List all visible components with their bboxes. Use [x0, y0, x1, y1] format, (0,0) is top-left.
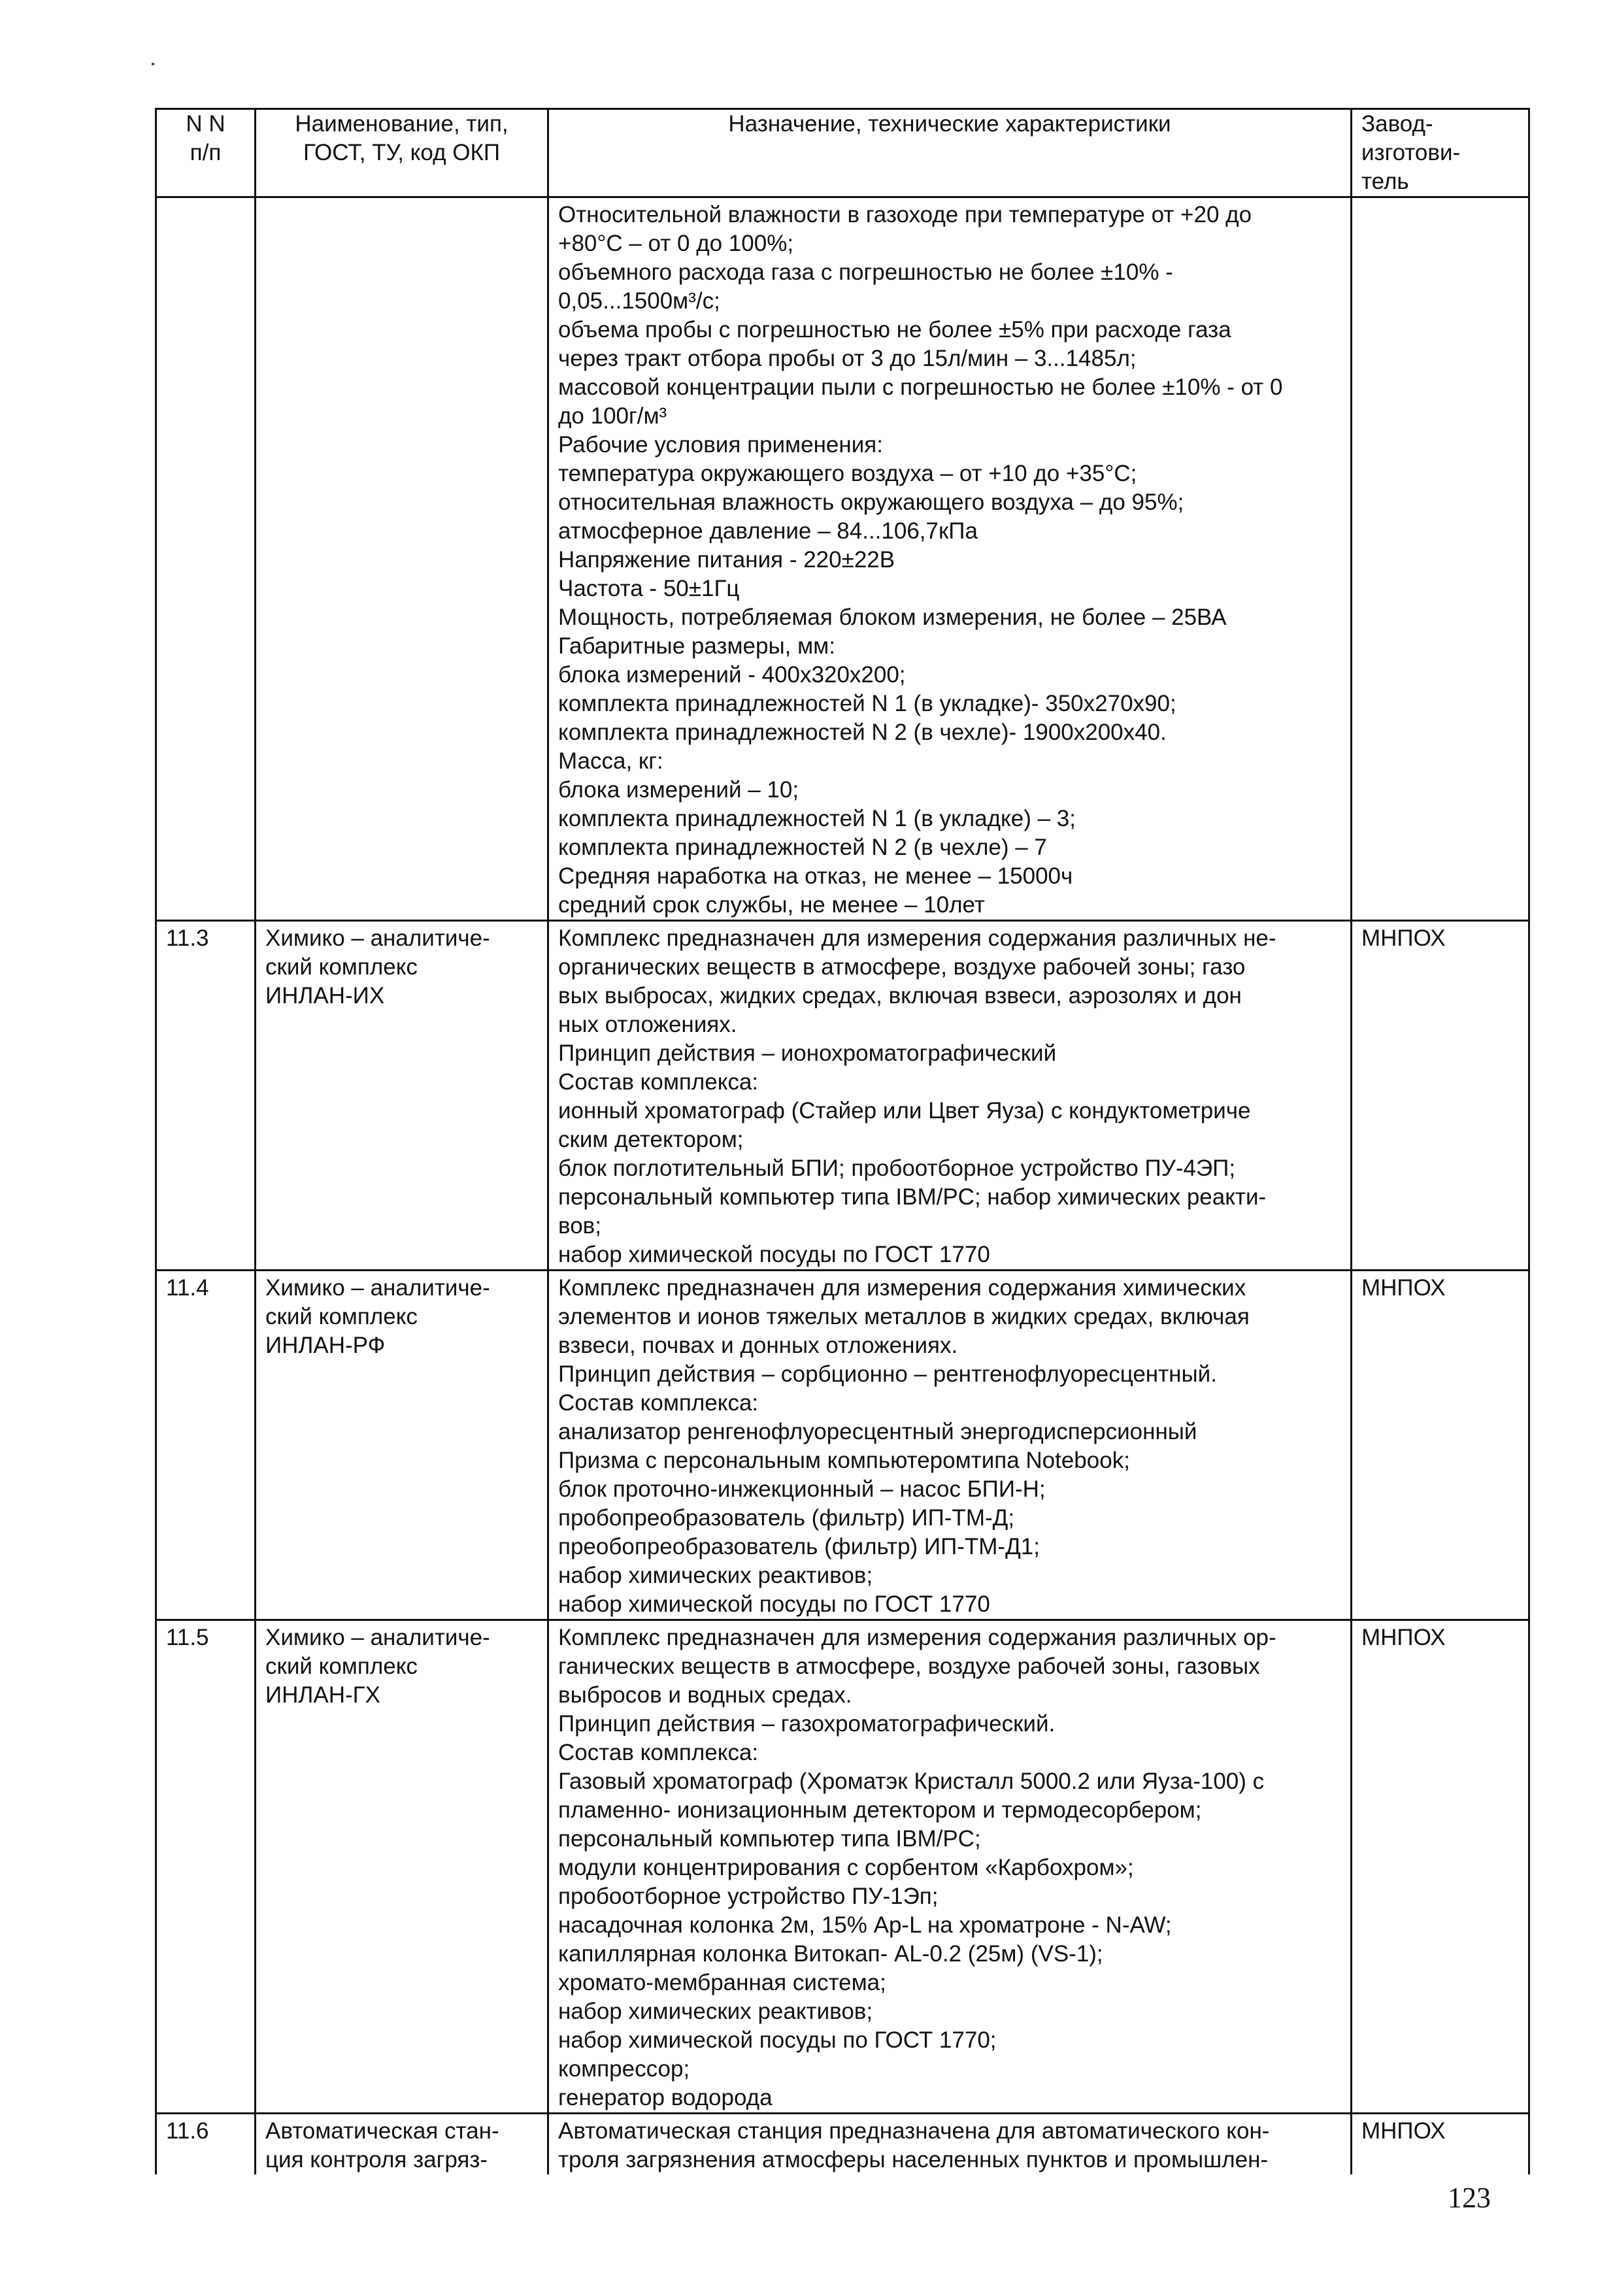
cell-purpose-line: комплекта принадлежностей N 1 (в укладке)- 350x270x90; [558, 691, 1176, 716]
cell-num: 11.4 [156, 1271, 256, 1620]
cell-num [156, 197, 256, 921]
cell-purpose-line: набор химических реактивов; [558, 1563, 873, 1588]
header-manufacturer-line: Завод- [1361, 111, 1433, 137]
cell-name-line: ский комплекс [265, 954, 418, 980]
cell-purpose-line: комплекта принадлежностей N 2 (в чехле) – 7 [558, 835, 1047, 860]
cell-purpose-line: Комплекс предназначен для измерения содержания различных ор- [558, 1625, 1276, 1650]
cell-purpose-line: Мощность, потребляемая блоком измерения, не более – 25ВА [558, 605, 1227, 630]
header-num-line: N N [186, 111, 225, 137]
cell-purpose [548, 921, 1352, 1271]
cell-purpose-line: компрессор; [558, 2056, 690, 2082]
table-row [156, 1271, 1529, 1620]
cell-manufacturer [1352, 197, 1529, 921]
cell-purpose [548, 197, 1352, 921]
cell-purpose-line: температура окружающего воздуха – от +10 до +35°С; [558, 461, 1137, 486]
cell-num: 11.5 [156, 1620, 256, 2114]
header-num [156, 109, 256, 197]
cell-purpose-line: Частота - 50±1Гц [558, 576, 740, 601]
cell-purpose-line: массовой концентрации пыли с погрешностью не более ±10% - от 0 [558, 374, 1283, 400]
cell-purpose-line: хромато-мембранная система; [558, 1970, 886, 1995]
header-name-line: Наименование, тип, [295, 111, 508, 137]
table-row [156, 1620, 1529, 2114]
cell-purpose-line: модули концентрирования с сорбентом «Карбохром»; [558, 1855, 1134, 1880]
header-num-line: п/п [190, 140, 222, 165]
header-manufacturer [1352, 109, 1529, 197]
cell-name-line: ский комплекс [265, 1654, 418, 1679]
cell-purpose-line: средний срок службы, не менее – 10лет [558, 892, 985, 918]
cell-num: 11.3 [156, 921, 256, 1271]
cell-manufacturer: МНПОХ [1352, 921, 1529, 1271]
cell-purpose-line: Принцип действия – ионохроматографический [558, 1040, 1057, 1066]
cell-purpose-line: капиллярная колонка Витокап- AL-0.2 (25м) (VS-1); [558, 1941, 1103, 1967]
header-purpose: Назначение, технические характеристики [548, 109, 1352, 197]
cell-purpose-line: органических веществ в атмосфере, воздухе рабочей зоны; газо [558, 954, 1246, 980]
cell-purpose-line: элементов и ионов тяжелых металлов в жидких средах, включая [558, 1304, 1250, 1329]
cell-purpose-line: до 100г/м³ [558, 403, 667, 429]
table-header-row [156, 109, 1529, 197]
cell-purpose-line: Комплекс предназначен для измерения содержания химических [558, 1275, 1246, 1301]
cell-purpose-line: насадочная колонка 2м, 15% Ap-L на хроматроне - N-AW; [558, 1912, 1172, 1938]
cell-purpose-line: взвеси, почвах и донных отложениях. [558, 1333, 958, 1358]
cell-purpose-line: троля загрязнения атмосферы населенных пунктов и промышлен- [558, 2147, 1269, 2172]
cell-purpose-line: пробоотборное устройство ПУ-1Эп; [558, 1884, 939, 1909]
cell-purpose-line: комплекта принадлежностей N 1 (в укладке) – 3; [558, 806, 1076, 831]
cell-name [256, 197, 548, 921]
cell-purpose-line: комплекта принадлежностей N 2 (в чехле)- 1900x200x40. [558, 720, 1167, 745]
cell-purpose-line: Напряжение питания - 220±22В [558, 547, 895, 573]
header-manufacturer-line: тель [1361, 169, 1409, 194]
cell-purpose-line: относительная влажность окружающего воздуха – до 95%; [558, 490, 1184, 515]
header-manufacturer-line: изготови- [1361, 140, 1461, 165]
cell-purpose-line: выбросов и водных средах. [558, 1682, 852, 1708]
cell-purpose-line: ионный хроматограф (Стайер или Цвет Яуза) с кондуктометриче [558, 1098, 1251, 1123]
cell-purpose-line: Рабочие условия применения: [558, 432, 883, 458]
cell-name-line: ский комплекс [265, 1304, 418, 1329]
cell-purpose [548, 1620, 1352, 2114]
cell-purpose [548, 1271, 1352, 1620]
cell-name [256, 921, 548, 1271]
cell-purpose-line: Принцип действия – сорбционно – рентгенофлуоресцентный. [558, 1361, 1217, 1387]
cell-purpose-line: Масса, кг: [558, 748, 663, 774]
page-number: 123 [1448, 2182, 1491, 2214]
cell-name-line: Химико – аналитиче- [265, 925, 490, 951]
cell-purpose-line: преобопреобразователь (фильтр) ИП-ТМ-Д1; [558, 1534, 1040, 1559]
cell-purpose-line: атмосферное давление – 84...106,7кПа [558, 518, 978, 544]
header-name-line: ГОСТ, ТУ, код ОКП [303, 140, 500, 165]
cell-purpose-line: ским детектором; [558, 1127, 744, 1152]
cell-purpose-line: ных отложениях. [558, 1012, 737, 1037]
cell-purpose-line: Состав комплекса: [558, 1740, 759, 1765]
cell-purpose-line: Средняя наработка на отказ, не менее – 15000ч [558, 863, 1073, 889]
cell-purpose-line: Автоматическая станция предназначена для автоматического кон- [558, 2118, 1270, 2144]
header-name [256, 109, 548, 197]
cell-manufacturer: МНПОХ [1352, 1620, 1529, 2114]
cell-name-line: ИНЛАН-ИХ [265, 983, 385, 1008]
cell-purpose-line: набор химических реактивов; [558, 1999, 873, 2024]
cell-purpose-line: 0,05...1500м³/с; [558, 288, 720, 314]
cell-purpose-line: Состав комплекса: [558, 1390, 759, 1416]
cell-name-line: Химико – аналитиче- [265, 1275, 490, 1301]
cell-purpose-line: Принцип действия – газохроматографический. [558, 1711, 1056, 1737]
scan-speck [152, 63, 154, 65]
cell-manufacturer: МНПОХ [1352, 2114, 1529, 2175]
cell-manufacturer: МНПОХ [1352, 1271, 1529, 1620]
cell-purpose-line: +80°С – от 0 до 100%; [558, 231, 794, 256]
cell-name-line: Автоматическая стан- [265, 2118, 499, 2144]
cell-purpose-line: блок проточно-инжекционный – насос БПИ-Н; [558, 1476, 1046, 1502]
cell-purpose [548, 2114, 1352, 2175]
cell-purpose-line: через тракт отбора пробы от 3 до 15л/мин – 3...1485л; [558, 346, 1137, 371]
cell-purpose-line: набор химической посуды по ГОСТ 1770 [558, 1591, 990, 1617]
cell-name-line: ИНЛАН-ГХ [265, 1682, 380, 1708]
cell-purpose-line: вов; [558, 1213, 601, 1239]
cell-purpose-line: персональный компьютер типа IBM/PC; [558, 1826, 981, 1852]
cell-purpose-line: объема пробы с погрешностью не более ±5% при расходе газа [558, 317, 1231, 342]
cell-purpose-line: анализатор ренгенофлуоресцентный энергодисперсионный [558, 1419, 1197, 1444]
cell-purpose-line: блок поглотительный БПИ; пробоотборное устройство ПУ-4ЭП; [558, 1156, 1236, 1181]
table-row [156, 2114, 1529, 2175]
cell-purpose-line: ганических веществ в атмосфере, воздухе рабочей зоны, газовых [558, 1654, 1260, 1679]
cell-purpose-line: пробопреобразователь (фильтр) ИП-ТМ-Д; [558, 1505, 1015, 1531]
cell-purpose-line: Габаритные размеры, мм: [558, 633, 835, 659]
cell-purpose-line: генератор водорода [558, 2085, 773, 2110]
cell-purpose-line: пламенно- ионизационным детектором и термодесорбером; [558, 1797, 1202, 1823]
cell-num: 11.6 [156, 2114, 256, 2175]
cell-name-line: ИНЛАН-РФ [265, 1333, 386, 1358]
cell-purpose-line: набор химической посуды по ГОСТ 1770; [558, 2027, 997, 2053]
cell-purpose-line: Газовый хроматограф (Хроматэк Кристалл 5000.2 или Яуза-100) с [558, 1769, 1265, 1794]
cell-purpose-line: набор химической посуды по ГОСТ 1770 [558, 1242, 990, 1267]
cell-purpose-line: Комплекс предназначен для измерения содержания различных не- [558, 925, 1276, 951]
cell-purpose-line: Призма с персональным компьютеромтипа Notebook; [558, 1448, 1130, 1473]
cell-name-line: Химико – аналитиче- [265, 1625, 490, 1650]
cell-purpose-line: Относительной влажности в газоходе при температуре от +20 до [558, 202, 1252, 227]
cell-name [256, 2114, 548, 2175]
cell-name [256, 1620, 548, 2114]
cell-name-line: ция контроля загряз- [265, 2147, 488, 2172]
table-row [156, 921, 1529, 1271]
cell-purpose-line: блока измерений - 400x320x200; [558, 662, 906, 688]
cell-purpose-line: объемного расхода газа с погрешностью не более ±10% - [558, 259, 1173, 285]
cell-name [256, 1271, 548, 1620]
equipment-table [155, 108, 1530, 2174]
cell-purpose-line: Состав комплекса: [558, 1069, 759, 1095]
cell-purpose-line: персональный компьютер типа IBM/PC; набор химических реакти- [558, 1184, 1267, 1210]
cell-purpose-line: вых выбросах, жидких средах, включая взвеси, аэрозолях и дон [558, 983, 1242, 1008]
cell-purpose-line: блока измерений – 10; [558, 777, 799, 803]
table-row [156, 197, 1529, 921]
